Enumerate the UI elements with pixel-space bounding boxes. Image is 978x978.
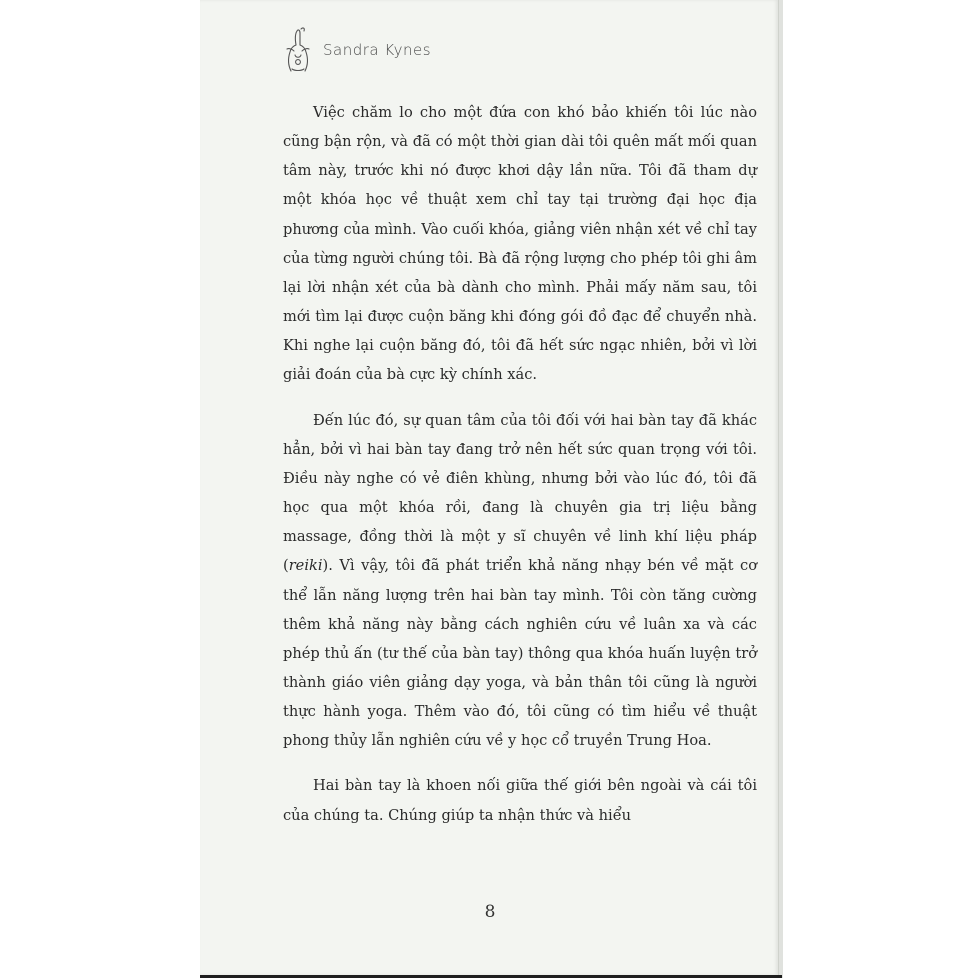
- paragraph: [283, 98, 757, 390]
- paragraph-text: ). Vì vậy, tôi đã phát triển khả năng nhạy bén về mặt cơ thể lẫn năng lượng trên hai bàn tay mình. Tôi còn tăng cường thêm khả năng này bằng cách nghiên cứu về luân xa và các phép thủ ấn (tư thế của bàn tay) thông qua khóa huấn luyện trở thành giáo viên giảng dạy yoga, và bản thân tôi cũng là người thực hành yoga. Thêm vào đó, tôi cũng có tìm hiểu về thuật phong thủy lẫn nghiên cứu về y học cổ truyền Trung Hoa.: [283, 557, 757, 750]
- page-edge: [778, 0, 783, 978]
- emphasis-text: reiki: [288, 557, 323, 575]
- paragraph: [283, 771, 757, 829]
- paragraph-text: Đến lúc đó, sự quan tâm của tôi đối với hai bàn tay đã khác hẳn, bởi vì hai bàn tay đang trở nên hết sức quan trọng với tôi. Điều này nghe có vẻ điên khùng, nhưng bởi vào lúc đó, tôi đã học qua một khóa rồi, đang là chuyên gia trị liệu bằng massage, đồng thời là một y sĩ chuyên về linh khí liệu pháp (: [283, 411, 757, 575]
- body-text: [283, 98, 757, 830]
- page-number: 8: [484, 902, 496, 922]
- paragraph-text: Hai bàn tay là khoen nối giữa thế giới bên ngoài và cái tôi của chúng ta. Chúng giúp ta nhận thức và hiểu: [283, 777, 757, 824]
- paragraph: [283, 406, 757, 756]
- author-name: Sandra Kynes: [323, 41, 432, 59]
- running-header: [281, 22, 431, 78]
- paragraph-text: Việc chăm lo cho một đứa con khó bảo khiến tôi lúc nào cũng bận rộn, và đã có một thời gian dài tôi quên mất mối quan tâm này, trước khi nó được khơi dậy lần nữa. Tôi đã tham dự một khóa học về thuật xem chỉ tay tại trường đại học địa phương của mình. Vào cuối khóa, giảng viên nhận xét về chỉ tay của từng người chúng tôi. Bà đã rộng lượng cho phép tôi ghi âm lại lời nhận xét của bà dành cho mình. Phải mấy năm sau, tôi mới tìm lại được cuộn băng khi đóng gói đồ đạc để chuyển nhà. Khi nghe lại cuộn băng đó, tôi đã hết sức ngạc nhiên, bởi vì lời giải đoán của bà cực kỳ chính xác.: [283, 104, 757, 384]
- hand-mudra-icon: [281, 25, 315, 75]
